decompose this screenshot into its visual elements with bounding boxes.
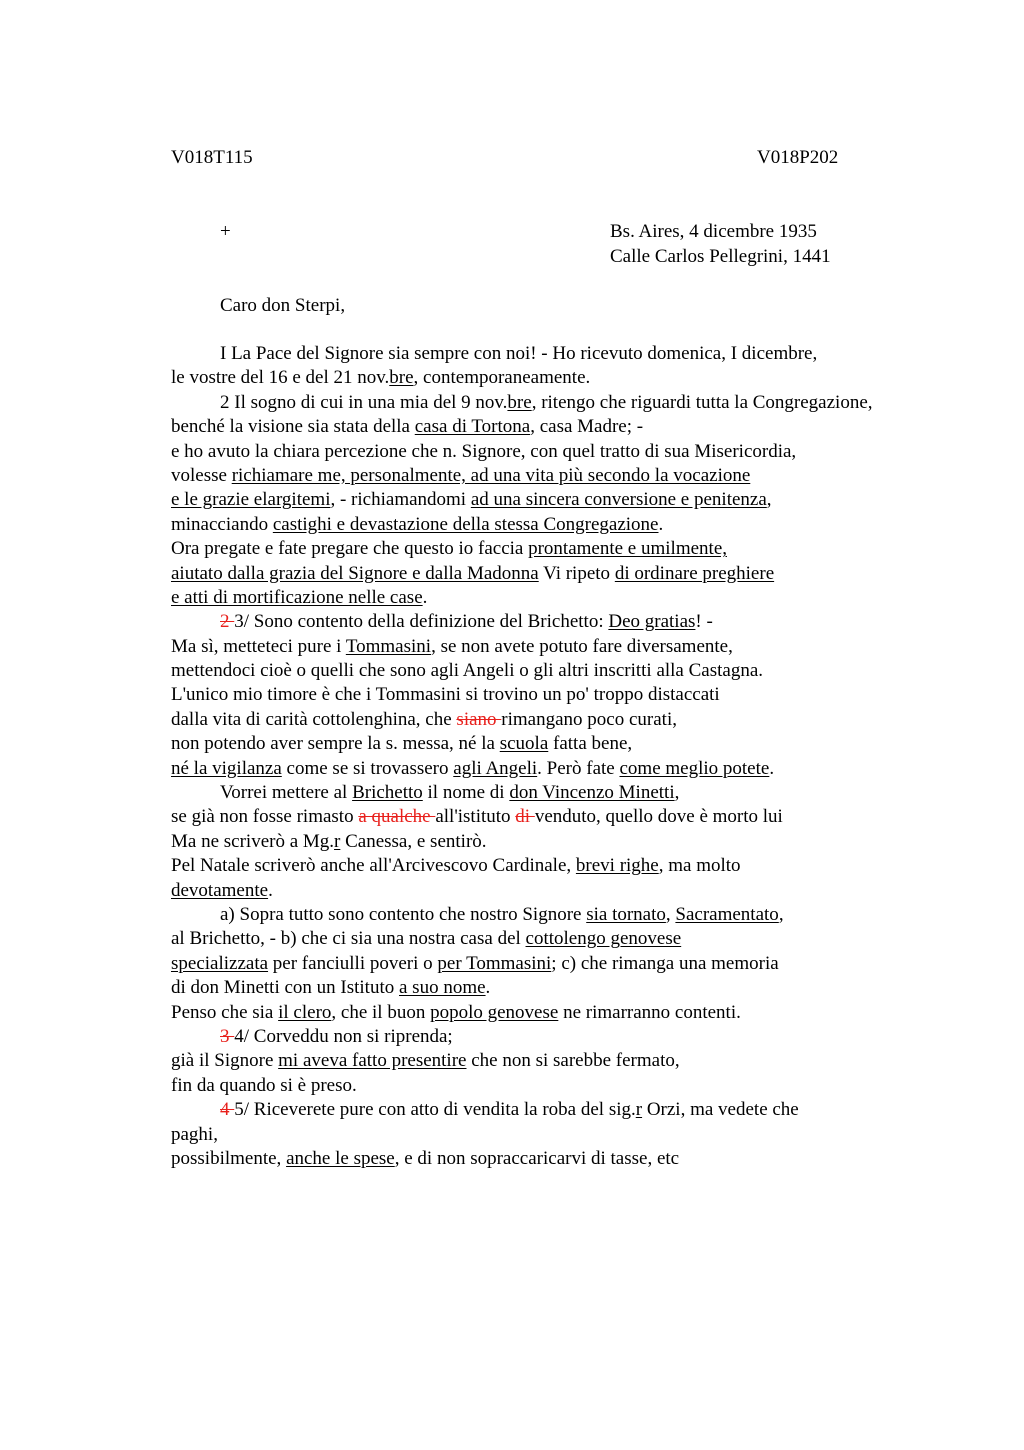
text-run: Pel Natale scriverò anche all'Arcivescovo Cardinale, <box>171 855 576 877</box>
text-run: . Però fate <box>537 757 620 779</box>
text-line <box>171 635 1011 659</box>
underlined-text: aiutato dalla grazia del Signore e dalla Madonna <box>171 562 539 584</box>
text-run: fatta bene, <box>548 733 633 755</box>
text-run: per fanciulli poveri o <box>268 952 438 974</box>
text-line <box>171 415 1011 439</box>
underlined-text: popolo genovese <box>430 1001 559 1023</box>
underlined-text: a suo nome <box>399 977 486 999</box>
text-run: minacciando <box>171 513 273 535</box>
text-run: 2 Il sogno di cui in una mia del 9 nov. <box>220 391 508 413</box>
underlined-text: casa di Tortona <box>414 416 531 438</box>
text-run: , <box>778 903 784 925</box>
underlined-text: di ordinare preghiere <box>614 562 775 584</box>
underlined-text: r <box>635 1099 643 1121</box>
underlined-text: Tommasini <box>345 635 432 657</box>
letter-body <box>171 342 1011 1171</box>
text-run: volesse <box>171 464 232 486</box>
text-run: , e di non sopraccaricarvi di tasse, etc <box>394 1147 680 1169</box>
text-run: . <box>268 879 273 901</box>
text-run: come se si trovassero <box>281 757 454 779</box>
underlined-text: devotamente <box>171 879 269 901</box>
text-run: fin da quando si è preso. <box>171 1074 357 1096</box>
text-line <box>171 1001 1011 1025</box>
text-line <box>171 366 1011 390</box>
underlined-text: r <box>334 830 341 852</box>
underlined-text: come meglio potete <box>619 757 770 779</box>
text-run: , se non avete potuto fare diversamente, <box>431 635 733 657</box>
underlined-text: sia tornato <box>586 903 666 925</box>
text-run: ! - <box>695 611 713 633</box>
cross-symbol: + <box>220 221 231 242</box>
underlined-text: Sacramentato <box>675 903 779 925</box>
text-run: dalla vita di carità cottolenghina, che <box>171 708 457 730</box>
text-line <box>171 903 1011 927</box>
date-address-block <box>610 220 831 269</box>
text-run: se già non fosse rimasto <box>171 806 359 828</box>
underlined-text: specializzata <box>171 952 269 974</box>
text-line <box>171 1049 1011 1073</box>
text-line <box>171 854 1011 878</box>
document-code-left: V018T115 <box>171 147 253 168</box>
underlined-text: bre <box>389 367 414 389</box>
text-run: benché la visione sia stata della <box>171 416 415 438</box>
text-run: , - richiamandomi <box>330 489 471 511</box>
text-run: ne rimarranno contenti. <box>558 1001 741 1023</box>
text-run: all'istituto <box>435 806 516 828</box>
text-line <box>171 1025 1011 1049</box>
text-line <box>171 757 1011 781</box>
text-run: le vostre del 16 e del 21 nov. <box>171 367 390 389</box>
text-run: . <box>769 757 775 779</box>
deleted-text: 3 <box>220 1025 235 1047</box>
text-run: Penso che sia <box>171 1001 279 1023</box>
text-line <box>171 464 1011 488</box>
text-run: a) Sopra tutto sono contento che nostro Signore <box>220 903 587 925</box>
text-line <box>171 659 1011 683</box>
text-run: Vorrei mettere al <box>220 782 353 804</box>
text-line <box>171 1098 1011 1122</box>
text-run: , ma molto <box>658 855 741 877</box>
underlined-text: prontamente e umilmente, <box>528 538 727 560</box>
deleted-text: 2 <box>220 611 235 633</box>
text-run: Ora pregate e fate pregare che questo io faccia <box>171 538 529 560</box>
document-code-right: V018P202 <box>757 147 839 168</box>
text-run: 3/ Sono contento della definizione del Brichetto: <box>234 611 609 633</box>
underlined-text: Deo gratias <box>608 611 696 633</box>
text-run: 5/ Riceverete pure con atto di vendita la roba del sig. <box>234 1099 636 1121</box>
text-line <box>171 830 1011 854</box>
text-line <box>171 391 1011 415</box>
text-line <box>171 976 1011 1000</box>
underlined-text: cottolengo genovese <box>525 928 682 950</box>
underlined-text: mi aveva fatto presentire <box>278 1050 467 1072</box>
text-line <box>171 610 1011 634</box>
greeting: Caro don Sterpi, <box>220 295 346 316</box>
text-line <box>171 805 1011 829</box>
underlined-text: il clero <box>278 1001 332 1023</box>
text-run: non potendo aver sempre la s. messa, né la <box>171 733 500 755</box>
text-run: già il Signore <box>171 1050 279 1072</box>
text-line <box>171 708 1011 732</box>
text-run: mettendoci cioè o quelli che sono agli Angeli o gli altri inscritti alla Castagna. <box>171 660 764 682</box>
text-run: , contemporaneamente. <box>413 367 591 389</box>
text-run: , <box>766 489 772 511</box>
text-run: . <box>485 977 491 999</box>
text-run: Ma sì, metteteci pure i <box>171 635 346 657</box>
text-run: , casa Madre; - <box>530 416 644 438</box>
text-run: e ho avuto la chiara percezione che n. Signore, con quel tratto di sua Misericordia, <box>171 440 797 462</box>
text-line <box>171 488 1011 512</box>
text-run: L'unico mio timore è che i Tommasini si trovino un po' troppo distaccati <box>171 684 720 706</box>
text-run: Orzi, ma vedete che <box>642 1099 799 1121</box>
text-line <box>171 1123 1011 1147</box>
text-line <box>171 537 1011 561</box>
underlined-text: né la vigilanza <box>171 757 282 779</box>
text-run: di don Minetti con un Istituto <box>171 977 399 999</box>
text-line <box>171 952 1011 976</box>
underlined-text: e atti di mortificazione nelle case <box>171 586 423 608</box>
text-run: Canessa, e sentirò. <box>340 830 487 852</box>
text-run: rimangano poco curati, <box>501 708 677 730</box>
underlined-text: richiamare me, personalmente, ad una vita più secondo la vocazione <box>231 464 751 486</box>
text-line <box>171 732 1011 756</box>
text-line <box>171 1147 1011 1171</box>
text-run: possibilmente, <box>171 1147 287 1169</box>
underlined-text: castighi e devastazione della stessa Congregazione <box>272 513 659 535</box>
text-run: ; c) che rimanga una memoria <box>551 952 779 974</box>
text-line <box>171 781 1011 805</box>
text-run: venduto, quello dove è morto lui <box>534 806 783 828</box>
text-line <box>171 513 1011 537</box>
text-line <box>171 879 1011 903</box>
text-run: 4/ Corveddu non si riprenda; <box>234 1025 453 1047</box>
text-run: . <box>422 586 428 608</box>
deleted-text: di <box>515 806 535 828</box>
text-run: che non si sarebbe fermato, <box>466 1050 680 1072</box>
text-line <box>171 586 1011 610</box>
text-run: , ritengo che riguardi tutta la Congregazione, <box>531 391 873 413</box>
underlined-text: scuola <box>499 733 549 755</box>
underlined-text: Brichetto <box>352 782 423 804</box>
underlined-text: don Vincenzo Minetti <box>509 782 675 804</box>
text-run: Ma ne scriverò a Mg. <box>171 830 335 852</box>
text-line <box>171 342 1011 366</box>
underlined-text: anche le spese <box>286 1147 395 1169</box>
underlined-text: brevi righe <box>575 855 659 877</box>
text-run: il nome di <box>422 782 510 804</box>
underlined-text: e le grazie elargitemi <box>171 489 331 511</box>
text-run: , <box>665 903 676 925</box>
text-line <box>171 1074 1011 1098</box>
deleted-text: a qualche <box>358 806 436 828</box>
text-line <box>171 927 1011 951</box>
underlined-text: agli Angeli <box>453 757 538 779</box>
text-run: , <box>674 782 680 804</box>
text-line <box>171 683 1011 707</box>
text-line <box>171 440 1011 464</box>
text-run: , che il buon <box>331 1001 431 1023</box>
deleted-text: siano <box>456 708 502 730</box>
underlined-text: bre <box>507 391 532 413</box>
text-run: . <box>658 513 664 535</box>
text-run: al Brichetto, - b) che ci sia una nostra casa del <box>171 928 526 950</box>
underlined-text: per Tommasini <box>437 952 552 974</box>
letter-address: Calle Carlos Pellegrini, 1441 <box>610 245 831 267</box>
deleted-text: 4 <box>220 1099 235 1121</box>
text-run: I La Pace del Signore sia sempre con noi! - Ho ricevuto domenica, I dicembre, <box>220 343 818 364</box>
text-line <box>171 562 1011 586</box>
text-run: Vi ripeto <box>538 562 615 584</box>
underlined-text: ad una sincera conversione e penitenza <box>470 489 767 511</box>
letter-date: Bs. Aires, 4 dicembre 1935 <box>610 221 817 242</box>
text-run: paghi, <box>171 1123 218 1145</box>
